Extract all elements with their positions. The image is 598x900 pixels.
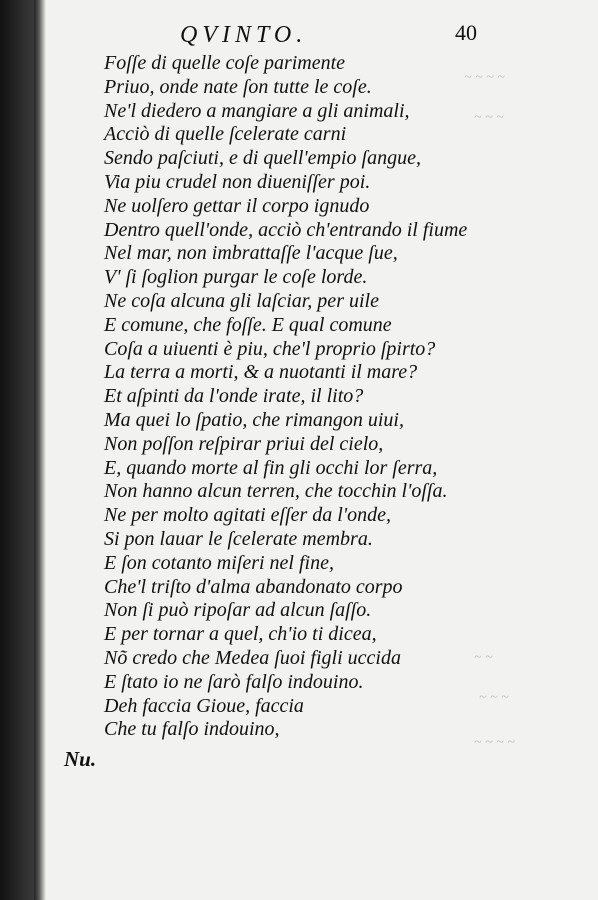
verse-line: Ne'l diedero a mangiare a gli animali, [104, 99, 410, 122]
verse-line: Via piu crudel non diueniſſer poi. [104, 170, 371, 193]
verse-line: Dentro quell'onde, acciò ch'entrando il fiume [104, 218, 468, 241]
book-left-edge [0, 0, 34, 900]
bleed-through-text: ~ ~ ~ ~ [464, 70, 505, 85]
verse-line: Che tu falſo indouino, [104, 718, 280, 741]
verse-line: Ne per molto agitati eſſer da l'onde, [104, 504, 392, 527]
page-number: 40 [455, 20, 477, 45]
verse-line: Non hanno alcun terren, che tocchin l'oſſa. [104, 480, 448, 503]
verse-line: Et aſpinti da l'onde irate, il lito? [104, 385, 364, 408]
verse-line: V' ſi ſoglion purgar le coſe lorde. [104, 266, 368, 289]
verse-line: Che'l triſto d'alma abandonato corpo [104, 575, 403, 598]
book-gutter [34, 0, 46, 900]
verse-line: Nel mar, non imbrattaſſe l'acque ſue, [104, 242, 398, 265]
verse-line: Ne coſa alcuna gli laſciar, per uile [104, 289, 379, 312]
verse-line: E ſtato io ne ſarò falſo indouino. [104, 670, 364, 693]
bleed-through-text: ~ ~ ~ [474, 110, 504, 125]
verse-line: Acciò di quelle ſcelerate carni [104, 123, 347, 146]
verse-line: Deh faccia Gioue, faccia [104, 694, 304, 717]
bleed-through-text: ~ ~ ~ [479, 690, 509, 705]
verse-line: E ſon cotanto miſeri nel fine, [104, 551, 334, 574]
verse-line: Ne uolſero gettar il corpo ignudo [104, 194, 370, 217]
bleed-through-text: ~ ~ ~ ~ [474, 735, 515, 750]
verse-line: E comune, che foſſe. E qual comune [104, 313, 392, 336]
bleed-through-text: ~ ~ [474, 650, 493, 665]
verse-line: Si pon lauar le ſcelerate membra. [104, 527, 373, 550]
speaker-label: Nu. [64, 747, 97, 771]
verse-line: Coſa a uiuenti è piu, che'l proprio ſpirto? [104, 337, 436, 360]
verse-line: La terra a morti, & a nuotanti il mare? [104, 361, 418, 384]
verse-line: E, quando morte al fin gli occhi lor ſerra, [104, 456, 438, 479]
verse-line: Sendo paſciuti, e di quell'empio ſangue, [104, 147, 421, 170]
verse-line: Foſſe di quelle coſe parimente [104, 52, 346, 74]
verse-line: Ma quei lo ſpatio, che rimangon uiui, [104, 408, 404, 431]
verse-line: Priuo, onde nate ſon tutte le coſe. [104, 75, 372, 98]
verse-line: Non ſi può ripoſar ad alcun ſaſſo. [104, 599, 372, 622]
verse-line: Non poſſon reſpirar priui del cielo, [104, 432, 384, 455]
running-title: QVINTO. [180, 22, 308, 48]
verse-lines [104, 52, 467, 742]
verse-line: Nõ credo che Medea ſuoi figli uccida [104, 646, 401, 669]
verse-line: E per tornar a quel, ch'io ti dicea, [104, 623, 377, 646]
